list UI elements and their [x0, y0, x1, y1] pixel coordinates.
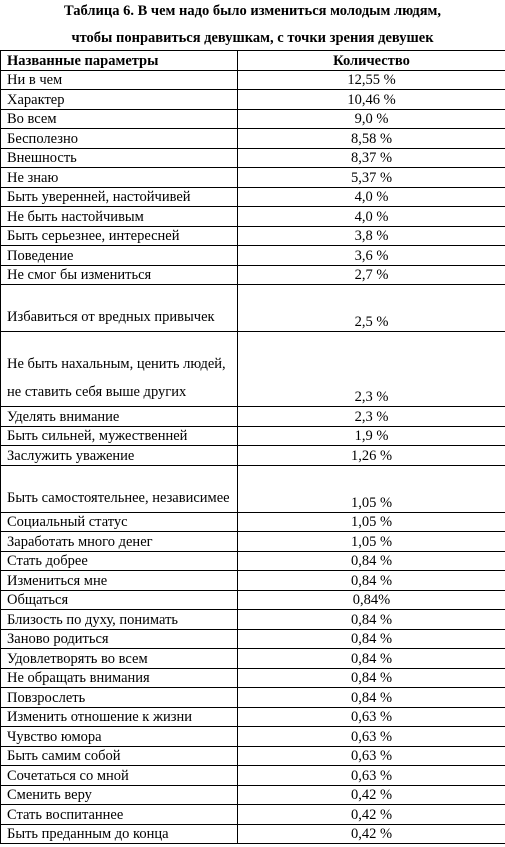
- value-cell: 0,84 %: [238, 688, 505, 708]
- value-cell: 8,58 %: [238, 129, 505, 149]
- table-row: [1, 187, 505, 207]
- value-cell: 2,3 %: [238, 332, 505, 407]
- table-row: [1, 571, 505, 591]
- table-row: [1, 610, 505, 630]
- table-row: [1, 668, 505, 688]
- parameter-cell: Характер: [1, 90, 238, 110]
- parameter-cell: Быть самостоятельнее, независимее: [1, 465, 238, 512]
- value-cell: 0,42 %: [238, 805, 505, 825]
- parameter-cell: Внешность: [1, 148, 238, 168]
- table-row: [1, 90, 505, 110]
- parameter-cell: Не смог бы измениться: [1, 265, 238, 285]
- table-caption-line-2: чтобы понравиться девушкам, с точки зрения девушек: [71, 30, 434, 46]
- value-cell: 4,0 %: [238, 207, 505, 227]
- table-row: [1, 785, 505, 805]
- table-row: [1, 766, 505, 786]
- table-caption: [0, 0, 505, 50]
- parameter-cell: Ни в чем: [1, 70, 238, 90]
- value-cell: 3,6 %: [238, 246, 505, 266]
- parameter-cell: Повзрослеть: [1, 688, 238, 708]
- parameter-cell: Быть сильней, мужественней: [1, 426, 238, 446]
- table-row: [1, 551, 505, 571]
- table-row: [1, 688, 505, 708]
- parameter-cell: Уделять внимание: [1, 407, 238, 427]
- value-cell: 1,05 %: [238, 465, 505, 512]
- table-row: [1, 332, 505, 407]
- parameter-cell: Сменить веру: [1, 785, 238, 805]
- table-row: [1, 746, 505, 766]
- parameter-cell: Не знаю: [1, 168, 238, 188]
- table-row: [1, 465, 505, 512]
- parameter-cell: Не быть нахальным, ценить людей, не ставить себя выше других: [1, 332, 238, 407]
- table-row: [1, 649, 505, 669]
- parameter-cell: Быть преданным до конца: [1, 824, 238, 844]
- table-row: [1, 407, 505, 427]
- value-cell: 1,05 %: [238, 512, 505, 532]
- parameter-cell: Быть самим собой: [1, 746, 238, 766]
- parameter-cell: Быть серьезнее, интересней: [1, 226, 238, 246]
- value-cell: 0,42 %: [238, 785, 505, 805]
- table-row: [1, 168, 505, 188]
- parameter-cell: Поведение: [1, 246, 238, 266]
- table-row: [1, 727, 505, 747]
- value-cell: 0,84%: [238, 590, 505, 610]
- value-cell: 0,42 %: [238, 824, 505, 844]
- table-row: [1, 590, 505, 610]
- value-cell: 5,37 %: [238, 168, 505, 188]
- value-cell: 0,63 %: [238, 707, 505, 727]
- value-cell: 0,84 %: [238, 571, 505, 591]
- parameter-cell: Стать воспитаннее: [1, 805, 238, 825]
- table-row: [1, 532, 505, 552]
- parameter-cell: Бесполезно: [1, 129, 238, 149]
- value-cell: 2,7 %: [238, 265, 505, 285]
- value-cell: 9,0 %: [238, 109, 505, 129]
- value-cell: 1,26 %: [238, 446, 505, 466]
- value-cell: 2,3 %: [238, 407, 505, 427]
- value-cell: 3,8 %: [238, 226, 505, 246]
- value-cell: 0,84 %: [238, 668, 505, 688]
- value-cell: 0,84 %: [238, 551, 505, 571]
- table-row: [1, 265, 505, 285]
- table-row: [1, 285, 505, 332]
- parameter-cell: Избавиться от вредных привычек: [1, 285, 238, 332]
- table-row: [1, 426, 505, 446]
- value-cell: 8,37 %: [238, 148, 505, 168]
- parameter-cell: Удовлетворять во всем: [1, 649, 238, 669]
- parameter-cell: Не обращать внимания: [1, 668, 238, 688]
- parameter-cell: Близость по духу, понимать: [1, 610, 238, 630]
- parameter-cell: Заработать много денег: [1, 532, 238, 552]
- header-parameters: Названные параметры: [1, 51, 238, 71]
- table-row: [1, 446, 505, 466]
- table-row: [1, 246, 505, 266]
- table-row: [1, 109, 505, 129]
- table-row: [1, 148, 505, 168]
- table-row: [1, 629, 505, 649]
- parameter-cell: Измениться мне: [1, 571, 238, 591]
- value-cell: 0,63 %: [238, 727, 505, 747]
- value-cell: 0,63 %: [238, 766, 505, 786]
- parameter-cell: Не быть настойчивым: [1, 207, 238, 227]
- value-cell: 4,0 %: [238, 187, 505, 207]
- table-row: [1, 824, 505, 844]
- value-cell: 0,84 %: [238, 629, 505, 649]
- table-row: [1, 707, 505, 727]
- table-caption-line-1: Таблица 6. В чем надо было измениться молодым людям,: [63, 3, 442, 19]
- parameter-cell: Быть уверенней, настойчивей: [1, 187, 238, 207]
- value-cell: 0,84 %: [238, 610, 505, 630]
- value-cell: 10,46 %: [238, 90, 505, 110]
- parameter-cell: Во всем: [1, 109, 238, 129]
- parameter-cell: Заслужить уважение: [1, 446, 238, 466]
- parameter-cell: Чувство юмора: [1, 727, 238, 747]
- table-header-row: [1, 51, 505, 71]
- value-cell: 2,5 %: [238, 285, 505, 332]
- parameter-cell: Изменить отношение к жизни: [1, 707, 238, 727]
- parameter-cell: Заново родиться: [1, 629, 238, 649]
- table-row: [1, 512, 505, 532]
- parameter-cell: Стать добрее: [1, 551, 238, 571]
- table-row: [1, 70, 505, 90]
- table-row: [1, 805, 505, 825]
- table-row: [1, 129, 505, 149]
- parameter-cell: Социальный статус: [1, 512, 238, 532]
- value-cell: 0,84 %: [238, 649, 505, 669]
- header-quantity: Количество: [238, 51, 505, 71]
- parameter-cell: Общаться: [1, 590, 238, 610]
- value-cell: 0,63 %: [238, 746, 505, 766]
- table-row: [1, 226, 505, 246]
- table-row: [1, 207, 505, 227]
- value-cell: 12,55 %: [238, 70, 505, 90]
- value-cell: 1,05 %: [238, 532, 505, 552]
- results-table: [0, 50, 505, 844]
- value-cell: 1,9 %: [238, 426, 505, 446]
- parameter-cell: Сочетаться со мной: [1, 766, 238, 786]
